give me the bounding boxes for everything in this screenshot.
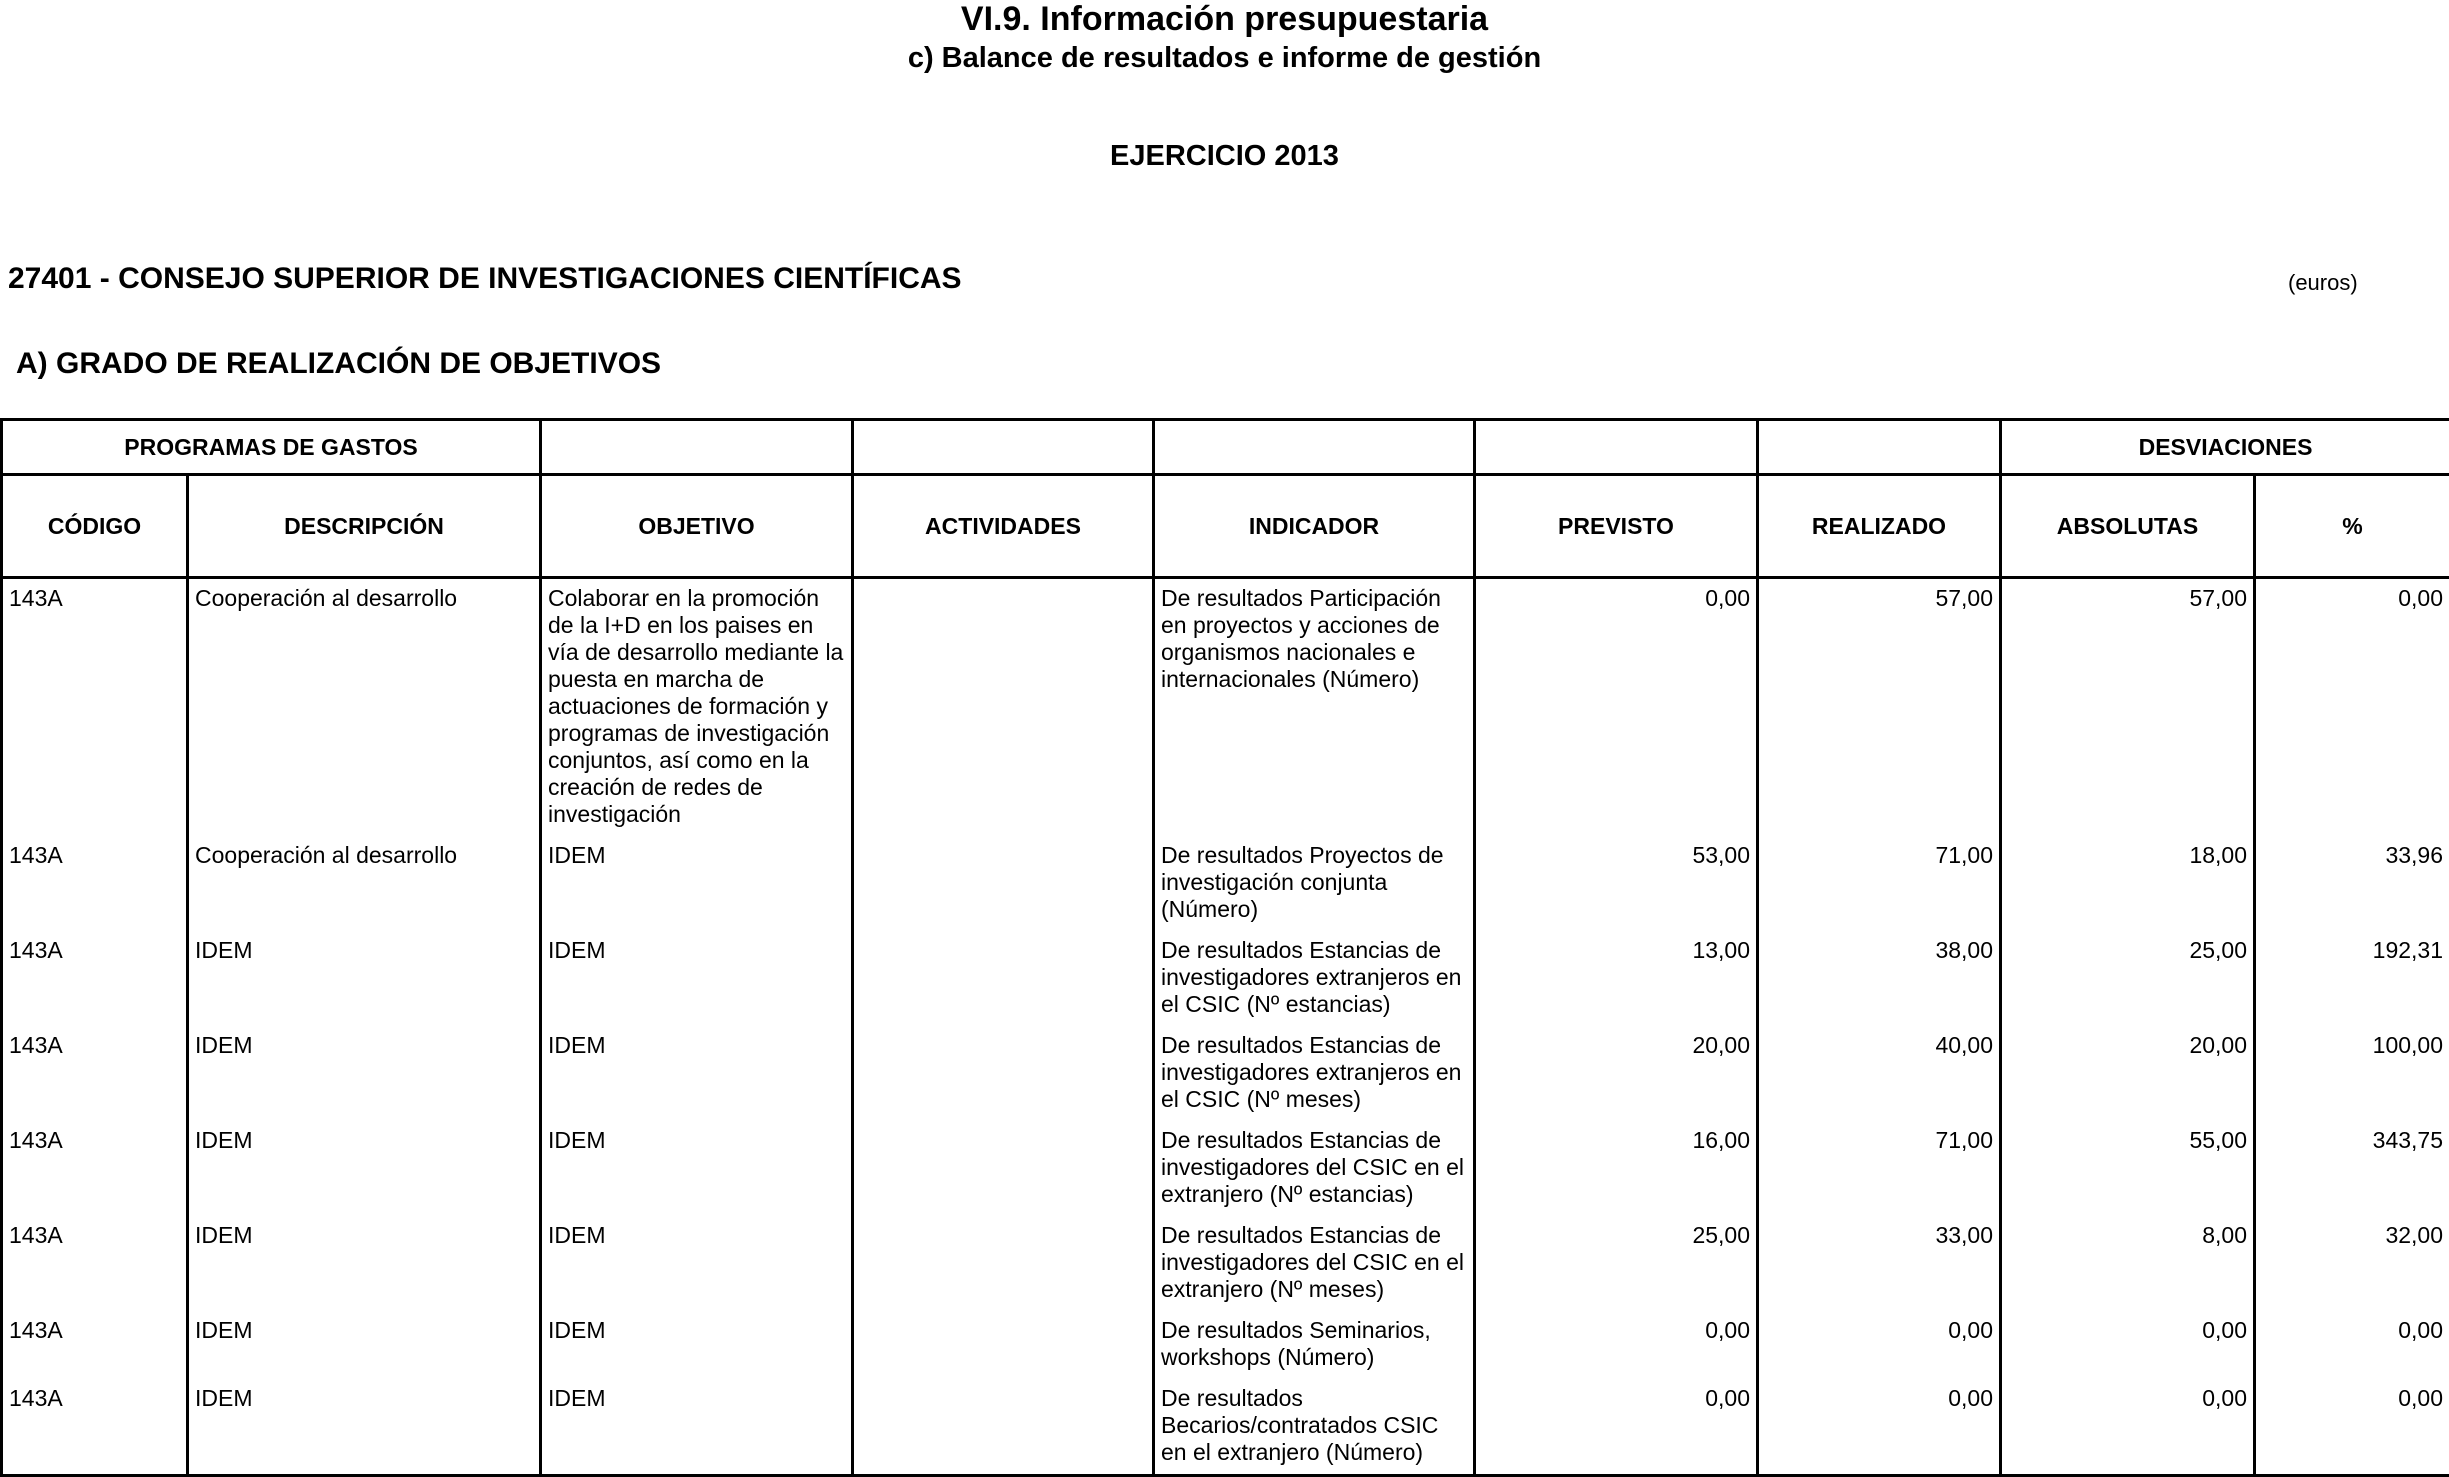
cell-indicador: De resultados Proyectos de investigación conjunta (Número) (1154, 836, 1475, 931)
group-header-desviaciones: DESVIACIONES (2001, 420, 2449, 475)
column-header-realizado: REALIZADO (1758, 475, 2001, 578)
cell-descripcion: IDEM (188, 1311, 541, 1379)
group-header-programas: PROGRAMAS DE GASTOS (2, 420, 541, 475)
cell-absolutas: 18,00 (2001, 836, 2255, 931)
cell-descripcion: Cooperación al desarrollo (188, 836, 541, 931)
table-row (2, 578, 2449, 837)
cell-actividades (853, 578, 1154, 837)
group-header-empty (1154, 420, 1475, 475)
group-header-empty (1758, 420, 2001, 475)
column-header-descripcion: DESCRIPCIÓN (188, 475, 541, 578)
page-subtitle: c) Balance de resultados e informe de gestión (0, 42, 2449, 75)
column-header-row (2, 475, 2449, 578)
cell-actividades (853, 1121, 1154, 1216)
cell-objetivo: IDEM (541, 931, 853, 1026)
cell-realizado: 71,00 (1758, 836, 2001, 931)
cell-objetivo: IDEM (541, 1026, 853, 1121)
cell-realizado: 57,00 (1758, 578, 2001, 837)
cell-objetivo: IDEM (541, 1216, 853, 1311)
cell-previsto: 13,00 (1475, 931, 1758, 1026)
cell-previsto: 25,00 (1475, 1216, 1758, 1311)
cell-actividades (853, 1311, 1154, 1379)
cell-codigo: 143A (2, 1026, 188, 1121)
cell-absolutas: 0,00 (2001, 1379, 2255, 1476)
cell-codigo: 143A (2, 1379, 188, 1476)
cell-actividades (853, 836, 1154, 931)
table-row (2, 1216, 2449, 1311)
cell-previsto: 0,00 (1475, 1311, 1758, 1379)
cell-pct: 343,75 (2255, 1121, 2449, 1216)
cell-actividades (853, 1379, 1154, 1476)
section-heading: A) GRADO DE REALIZACIÓN DE OBJETIVOS (16, 347, 661, 381)
cell-absolutas: 8,00 (2001, 1216, 2255, 1311)
cell-absolutas: 20,00 (2001, 1026, 2255, 1121)
cell-codigo: 143A (2, 836, 188, 931)
cell-absolutas: 0,00 (2001, 1311, 2255, 1379)
column-header-previsto: PREVISTO (1475, 475, 1758, 578)
column-header-codigo: CÓDIGO (2, 475, 188, 578)
table-row (2, 1379, 2449, 1476)
column-header-pct: % (2255, 475, 2449, 578)
cell-previsto: 20,00 (1475, 1026, 1758, 1121)
cell-descripcion: IDEM (188, 1379, 541, 1476)
page-title: VI.9. Información presupuestaria (0, 0, 2449, 39)
table-row (2, 836, 2449, 931)
cell-realizado: 71,00 (1758, 1121, 2001, 1216)
cell-indicador: De resultados Participación en proyectos y acciones de organismos nacionales e internacionales (Número) (1154, 578, 1475, 837)
column-header-absolutas: ABSOLUTAS (2001, 475, 2255, 578)
cell-objetivo: IDEM (541, 836, 853, 931)
organization-heading: 27401 - CONSEJO SUPERIOR DE INVESTIGACIONES CIENTÍFICAS (8, 262, 962, 296)
cell-previsto: 16,00 (1475, 1121, 1758, 1216)
table-row (2, 1026, 2449, 1121)
cell-descripcion: IDEM (188, 1121, 541, 1216)
cell-pct: 0,00 (2255, 1379, 2449, 1476)
cell-actividades (853, 1216, 1154, 1311)
cell-indicador: De resultados Estancias de investigadores extranjeros en el CSIC (Nº estancias) (1154, 931, 1475, 1026)
cell-codigo: 143A (2, 1216, 188, 1311)
table-row (2, 1311, 2449, 1379)
cell-pct: 32,00 (2255, 1216, 2449, 1311)
cell-previsto: 0,00 (1475, 578, 1758, 837)
cell-realizado: 40,00 (1758, 1026, 2001, 1121)
cell-pct: 0,00 (2255, 1311, 2449, 1379)
cell-descripcion: Cooperación al desarrollo (188, 578, 541, 837)
cell-codigo: 143A (2, 1121, 188, 1216)
group-header-empty (541, 420, 853, 475)
table-row (2, 1121, 2449, 1216)
fiscal-year-heading: EJERCICIO 2013 (0, 140, 2449, 173)
cell-descripcion: IDEM (188, 931, 541, 1026)
group-header-empty (1475, 420, 1758, 475)
cell-indicador: De resultados Estancias de investigadores extranjeros en el CSIC (Nº meses) (1154, 1026, 1475, 1121)
cell-actividades (853, 931, 1154, 1026)
cell-pct: 192,31 (2255, 931, 2449, 1026)
cell-realizado: 33,00 (1758, 1216, 2001, 1311)
currency-units-label: (euros) (2288, 270, 2358, 296)
cell-actividades (853, 1026, 1154, 1121)
cell-indicador: De resultados Estancias de investigadores del CSIC en el extranjero (Nº meses) (1154, 1216, 1475, 1311)
cell-absolutas: 25,00 (2001, 931, 2255, 1026)
cell-objetivo: Colaborar en la promoción de la I+D en los paises en vía de desarrollo mediante la puesta en marcha de actuaciones de formación y programas de investigación conjuntos, así como en la creación de redes de investigación (541, 578, 853, 837)
group-header-empty (853, 420, 1154, 475)
cell-absolutas: 55,00 (2001, 1121, 2255, 1216)
column-header-indicador: INDICADOR (1154, 475, 1475, 578)
cell-indicador: De resultados Becarios/contratados CSIC en el extranjero (Número) (1154, 1379, 1475, 1476)
cell-descripcion: IDEM (188, 1216, 541, 1311)
cell-absolutas: 57,00 (2001, 578, 2255, 837)
column-header-actividades: ACTIVIDADES (853, 475, 1154, 578)
cell-codigo: 143A (2, 931, 188, 1026)
table-row (2, 931, 2449, 1026)
cell-pct: 100,00 (2255, 1026, 2449, 1121)
cell-previsto: 0,00 (1475, 1379, 1758, 1476)
cell-realizado: 0,00 (1758, 1311, 2001, 1379)
cell-indicador: De resultados Estancias de investigadores del CSIC en el extranjero (Nº estancias) (1154, 1121, 1475, 1216)
column-header-objetivo: OBJETIVO (541, 475, 853, 578)
cell-objetivo: IDEM (541, 1121, 853, 1216)
cell-realizado: 38,00 (1758, 931, 2001, 1026)
cell-previsto: 53,00 (1475, 836, 1758, 931)
cell-codigo: 143A (2, 1311, 188, 1379)
cell-objetivo: IDEM (541, 1379, 853, 1476)
cell-descripcion: IDEM (188, 1026, 541, 1121)
group-header-row (2, 420, 2449, 475)
cell-realizado: 0,00 (1758, 1379, 2001, 1476)
objectives-table (0, 418, 2449, 1477)
cell-codigo: 143A (2, 578, 188, 837)
cell-pct: 0,00 (2255, 578, 2449, 837)
cell-objetivo: IDEM (541, 1311, 853, 1379)
cell-pct: 33,96 (2255, 836, 2449, 931)
cell-indicador: De resultados Seminarios, workshops (Número) (1154, 1311, 1475, 1379)
